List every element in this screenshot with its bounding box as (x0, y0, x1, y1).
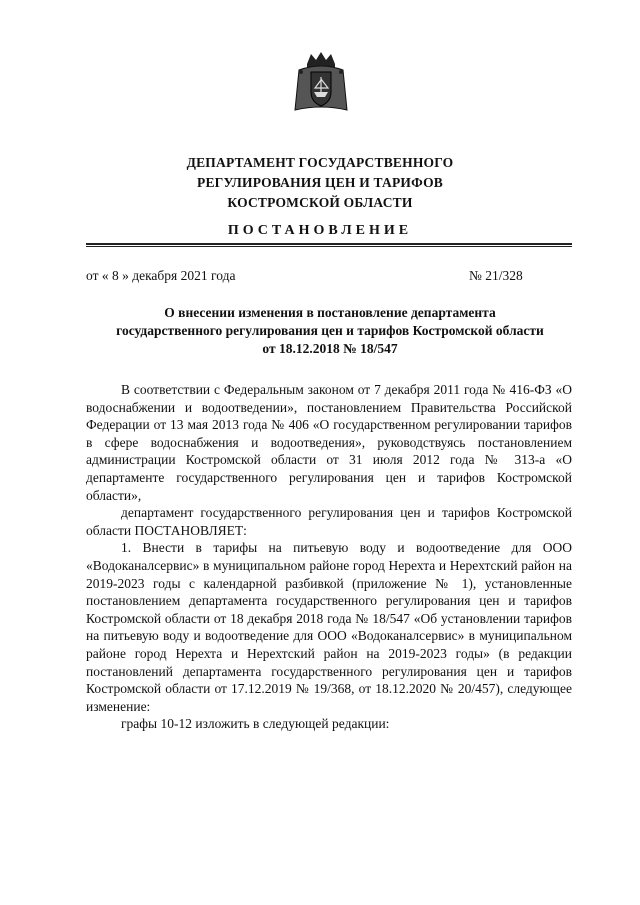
department-line: РЕГУЛИРОВАНИЯ ЦЕН И ТАРИФОВ (197, 175, 443, 190)
header-divider (86, 243, 572, 245)
subject-line: от 18.12.2018 № 18/547 (262, 341, 398, 356)
subject-line: государственного регулирования цен и тарифов Костромской области (116, 323, 544, 338)
body-paragraph: В соответствии с Федеральным законом от 7 декабря 2011 года № 416-ФЗ «О водоснабжении и водоотведении», постановлением Правительства Российской Федерации от 13 мая 2013 года № 406 «О государственном регулировании тарифов в сфере водоснабжения и водоотведения», руководствуясь постановлением администрации Костромской области от 31 июля 2012 года № 313-а «О департаменте государственного регулирования цен и тарифов Костромской области», (86, 382, 572, 503)
document-type-title: ПОСТАНОВЛЕНИЕ (227, 223, 413, 238)
body-paragraph: графы 10-12 изложить в следующей редакции: (121, 716, 390, 732)
department-name (0, 153, 640, 213)
header-divider-thin (86, 246, 572, 247)
document-body (86, 381, 572, 733)
document-subject (80, 304, 580, 358)
department-line: КОСТРОМСКОЙ ОБЛАСТИ (227, 195, 413, 210)
department-line: ДЕПАРТАМЕНТ ГОСУДАРСТВЕННОГО (186, 155, 454, 170)
document-date: от « 8 » декабря 2021 года (86, 268, 236, 283)
body-paragraph: 1. Внести в тарифы на питьевую воду и водоотведение для ООО «Водоканалсервис» в муниципальном районе город Нерехта и Нерехтский район на 2019-2023 годы с календарной разбивкой (приложение № 1), установленные постановлением департамента государственного регулирования цен и тарифов Костромской области от 18 декабря 2018 года № 18/547 «Об установлении тарифов на питьевую воду и водоотведение для ООО «Водоканалсервис» в муниципальном районе город Нерехта и Нерехтский район на 2019-2023 годы» (в редакции постановлений департамента государственного регулирования цен и тарифов Костромской области от 17.12.2019 № 19/368, от 18.12.2020 № 20/457), следующее изменение: (86, 540, 572, 714)
body-paragraph: департамент государственного регулирования цен и тарифов Костромской области ПОСТАНОВЛЯЕТ: (86, 505, 572, 538)
subject-line: О внесении изменения в постановление департамента (164, 305, 496, 320)
coat-of-arms-emblem (293, 50, 349, 114)
document-number: № 21/328 (469, 268, 523, 283)
